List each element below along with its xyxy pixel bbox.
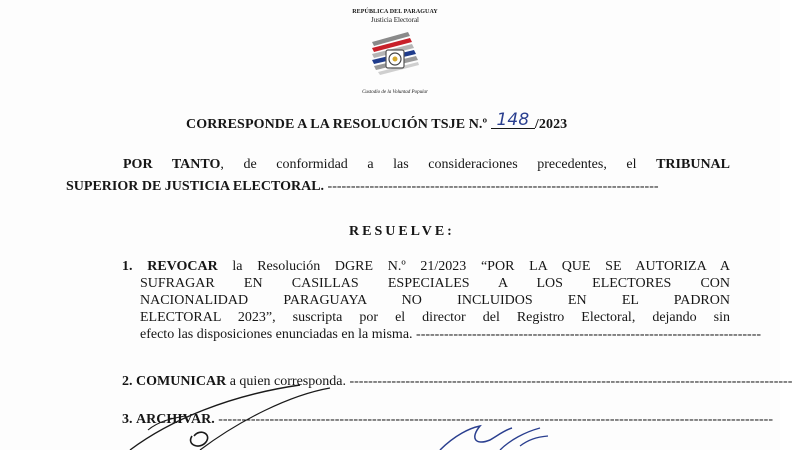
item-1-text-5: efecto las disposiciones enunciadas en la misma. — [140, 327, 413, 342]
item-3-line — [122, 411, 773, 428]
institution-motto: Custodio de la Voluntad Popular — [362, 90, 428, 95]
intro-line-2 — [66, 176, 730, 198]
item-1-line-2: SUFRAGAR EN CASILLAS ESPECIALES A LOS ELECTORES CON — [140, 276, 730, 291]
resolution-item-3 — [122, 411, 773, 428]
intro-text: , de conformidad a las consideraciones precedentes, el — [220, 157, 657, 172]
resolution-number: 148 — [491, 113, 535, 129]
item-3-verb: ARCHIVAR. — [136, 412, 215, 427]
intro-tribunal-b: SUPERIOR DE JUSTICIA ELECTORAL. — [66, 179, 325, 194]
intro-tribunal-a: TRIBUNAL — [656, 157, 730, 172]
intro-lead: POR TANTO — [123, 157, 221, 172]
institution-name: Justicia Electoral — [370, 16, 419, 24]
item-3-number: 3. — [122, 412, 133, 427]
item-2-verb: COMUNICAR — [136, 374, 227, 389]
letterhead — [340, 8, 450, 96]
resuelve-heading: RESUELVE: — [349, 224, 455, 239]
item-1-dashes: -------------------------------------------------------------------------- — [416, 327, 762, 342]
item-1-verb: REVOCAR — [147, 259, 218, 274]
intro-line-1 — [66, 154, 730, 176]
item-2-number: 2. — [122, 374, 133, 389]
item-1-text-1: la Resolución DGRE N.º 21/2023 “POR LA QUE SE AUTORIZA A — [217, 259, 730, 274]
item-1-number: 1. — [122, 259, 133, 274]
item-1-line-5 — [122, 326, 762, 343]
resolution-item-2 — [122, 373, 792, 390]
item-2-line — [122, 373, 792, 390]
item-1-line-1 — [122, 258, 730, 275]
resolution-reference — [186, 110, 568, 133]
item-2-dashes: ----------------------------------------------------------------------------------------------- — [349, 374, 792, 389]
item-2-text: a quien corresponda. — [226, 374, 346, 389]
item-1-line-4: ELECTORAL 2023”, suscripta por el director del Registro Electoral, dejando sin — [140, 310, 730, 325]
item-3-dashes: ----------------------------------------------------------------------------------------------------------------------- — [218, 412, 773, 427]
item-1-line-3: NACIONALIDAD PARAGUAYA NO INCLUIDOS EN EL PADRON — [140, 293, 730, 308]
country-name: REPÚBLICA DEL PARAGUAY — [352, 9, 438, 15]
resolution-item-1 — [122, 258, 762, 343]
intro-dashes: ----------------------------------------------------------------------- — [327, 179, 659, 194]
resolution-year: /2023 — [534, 117, 568, 132]
intro-paragraph — [66, 154, 730, 198]
resolution-prefix: CORRESPONDE A LA RESOLUCIÓN TSJE N.º — [186, 117, 488, 132]
justicia-electoral-logo — [364, 28, 426, 88]
